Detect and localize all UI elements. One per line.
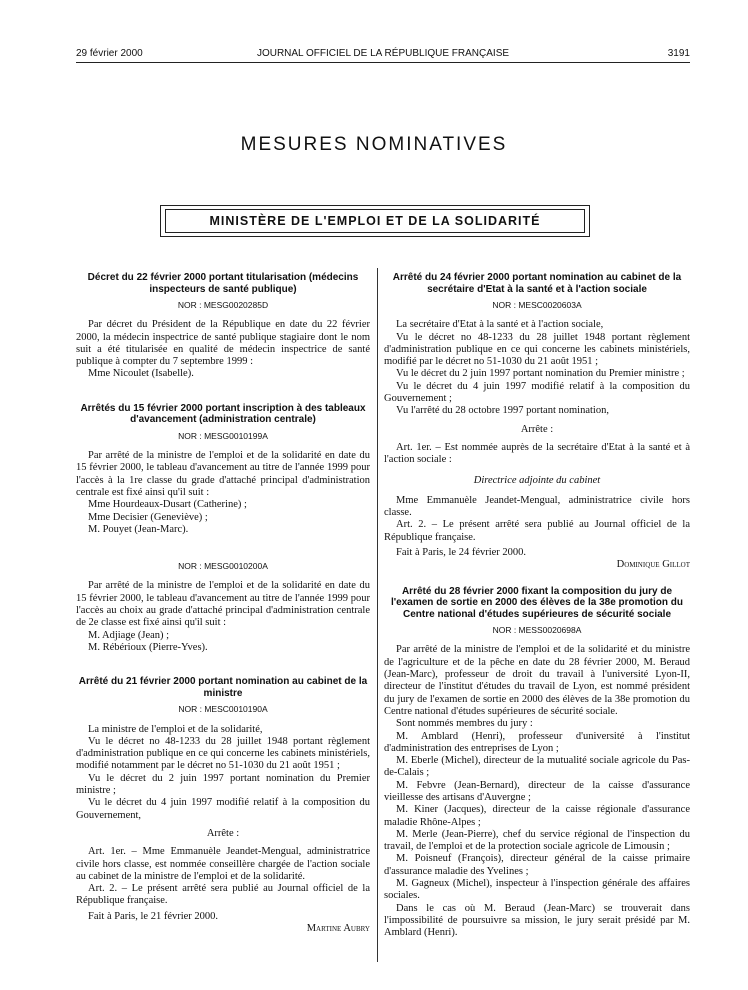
decree-text: La ministre de l'emploi et de la solidarité, [88, 723, 263, 735]
role-title: Directrice adjointe du cabinet [473, 474, 601, 486]
nor-reference: NOR : MESC0010190A [178, 704, 268, 715]
decree-title: Arrêté du 21 février 2000 portant nomination au cabinet de la ministre [78, 676, 368, 699]
nor-reference: NOR : MESG0010199A [178, 430, 268, 441]
page-title: MESURES NOMINATIVES [240, 134, 508, 155]
decree-name: M. Adjiage (Jean) ; [88, 629, 170, 641]
article: Art. 2. – Le présent arrêté sera publié au Journal officiel de la République française. [384, 519, 690, 543]
jury-member: M. Eberle (Michel), directeur de la mutualité sociale agricole du Pas-de-Calais ; [384, 755, 690, 779]
decree-name: M. Pouyet (Jean-Marc). [88, 523, 189, 535]
nor-reference: NOR : MESG0010200A [178, 561, 268, 572]
column-divider [377, 268, 378, 962]
arrete-label: Arrête : [520, 423, 554, 435]
ministry-box [160, 205, 590, 237]
jury-member: M. Kiner (Jacques), directeur de la caisse régionale d'assurance maladie Rhône-Alpes ; [384, 804, 690, 828]
decree-name: Mme Emmanuèle Jeandet-Mengual, administratrice civile hors classe. [384, 494, 690, 519]
decree-name: Mme Nicoulet (Isabelle). [88, 368, 194, 380]
decree-text: Par décret du Président de la République en date du 22 février 2000, la médecin inspectrice de santé publique stagiaire dont le nom suit a été titularisée en qualité de médecin inspectrice de santé publique à compter du 7 septembre 1999 : [76, 319, 370, 368]
decree-title: Arrêté du 28 février 2000 fixant la composition du jury de l'examen de sortie en 2000 des élèves de la 38e promotion du Centre national d'études supérieures de sécurité sociale [391, 585, 683, 620]
nor-reference: NOR : MESS0020698A [492, 625, 582, 636]
arrete-label: Arrête : [206, 827, 240, 839]
decree-text: Par arrêté de la ministre de l'emploi et de la solidarité en date du 15 février 2000, le tableau d'avancement au titre de l'année 1999 pour l'accès au choix au grade d'attaché principal d'administration centrale de 2e classe est fixé ainsi qu'il suit : [76, 580, 370, 629]
header-page-number: 3191 [667, 48, 690, 59]
decree-text: Vu l'arrêté du 28 octobre 1997 portant nomination, [396, 405, 609, 417]
signature: Dominique Gillot [616, 559, 690, 571]
right-column [384, 272, 690, 940]
article: Art. 1er. – Mme Emmanuèle Jeandet-Mengual, administratrice civile hors classe, est nommée conseillère chargée de l'action sociale au cabinet de la ministre de l'emploi et de la solidarité. [76, 846, 370, 882]
decree-title: Arrêté du 24 février 2000 portant nomination au cabinet de la secrétaire d'Etat à la santé et à l'action sociale [392, 272, 682, 295]
left-column [76, 272, 370, 935]
decree-text: Vu le décret du 4 juin 1997 modifié relatif à la composition du Gouvernement, [76, 797, 370, 821]
decree-text: Vu le décret du 4 juin 1997 modifié relatif à la composition du Gouvernement ; [384, 380, 690, 405]
article: Art. 1er. – Est nommée auprès de la secrétaire d'Etat à la santé et à l'action sociale : [384, 441, 690, 466]
decree-text: La secrétaire d'Etat à la santé et à l'action sociale, [396, 319, 604, 331]
decree-text: Dans le cas où M. Beraud (Jean-Marc) se trouverait dans l'impossibilité de poursuivre sa mission, le jury serait présidé par M. Amblard (Henri). [384, 902, 690, 939]
jury-member: M. Merle (Jean-Pierre), chef du service régional de l'inspection du travail, de l'emploi et de la protection sociale agricole de Limousin ; [384, 828, 690, 853]
decree-text: Vu le décret no 48-1233 du 28 juillet 1948 portant règlement d'administration publique en ce qui concerne les cabinets ministériels, modifié notamment par le décret no 51-1030 du 21 août 1951 ; [76, 735, 370, 772]
decree-title: Arrêtés du 15 février 2000 portant inscription à des tableaux d'avancement (administration centrale) [80, 402, 366, 426]
signature-date: Fait à Paris, le 24 février 2000. [396, 547, 527, 559]
decree-title: Décret du 22 février 2000 portant titularisation (médecins inspecteurs de santé publique) [87, 272, 359, 295]
decree-text: Vu le décret du 2 juin 1997 portant nomination du Premier ministre ; [76, 772, 370, 797]
signature: Martine Aubry [306, 922, 370, 934]
jury-member: M. Amblard (Henri), professeur d'université à l'institut d'administration des entreprises de Lyon ; [384, 730, 690, 754]
header-journal: JOURNAL OFFICIEL DE LA RÉPUBLIQUE FRANÇAISE [256, 48, 510, 59]
decree-name: Mme Decisier (Geneviève) ; [88, 511, 208, 523]
jury-member: M. Poisneuf (François), directeur général de la caisse primaire d'assurance maladie des Yvelines ; [384, 853, 690, 877]
page-header [76, 48, 690, 62]
decree-text: Par arrêté de la ministre de l'emploi et de la solidarité en date du 15 février 2000, le tableau d'avancement au titre de l'année 1999 pour l'accès à la 1re classe du grade d'attaché principal d'administration centrale est fixé ainsi qu'il suit : [76, 450, 370, 498]
jury-member: M. Febvre (Jean-Bernard), directeur de la caisse d'assurance vieillesse des artisans d'Auvergne ; [384, 779, 690, 803]
nor-reference: NOR : MESC0020603A [492, 300, 582, 310]
decree-text: Vu le décret no 48-1233 du 28 juillet 1948 portant règlement d'administration publique en ce qui concerne les cabinets ministériels, modifié par le décret no 51-1030 du 21 août 1951 ; [384, 331, 690, 368]
article: Art. 2. – Le présent arrêté sera publié au Journal officiel de la République française. [76, 883, 370, 907]
decree-text: Par arrêté de la ministre de l'emploi et de la solidarité et du ministre de l'agriculture et de la pêche en date du 28 février 2000, M. Beraud (Jean-Marc), professeur de droit du travail à l'université Lyon-II, directeur de l'institut d'études du travail de Lyon, est nommé président du jury de l'examen de sortie en 2000 des élèves de la 38e promotion du Centre national d'études supérieures de sécurité sociale. [384, 644, 690, 717]
decree-text: Sont nommés membres du jury : [396, 718, 533, 730]
ministry-title: MINISTÈRE DE L'EMPLOI ET DE LA SOLIDARITÉ [165, 209, 585, 233]
decree-name: M. Rébérioux (Pierre-Yves). [88, 641, 208, 653]
header-rule [76, 62, 690, 63]
signature-date: Fait à Paris, le 21 février 2000. [88, 910, 219, 922]
nor-reference: NOR : MESG0020285D [177, 300, 269, 310]
decree-text: Vu le décret du 2 juin 1997 portant nomination du Premier ministre ; [396, 368, 685, 380]
header-date: 29 février 2000 [76, 48, 143, 59]
decree-name: Mme Hourdeaux-Dusart (Catherine) ; [88, 499, 247, 511]
jury-member: M. Gagneux (Michel), inspecteur à l'inspection générale des affaires sociales. [384, 878, 690, 902]
